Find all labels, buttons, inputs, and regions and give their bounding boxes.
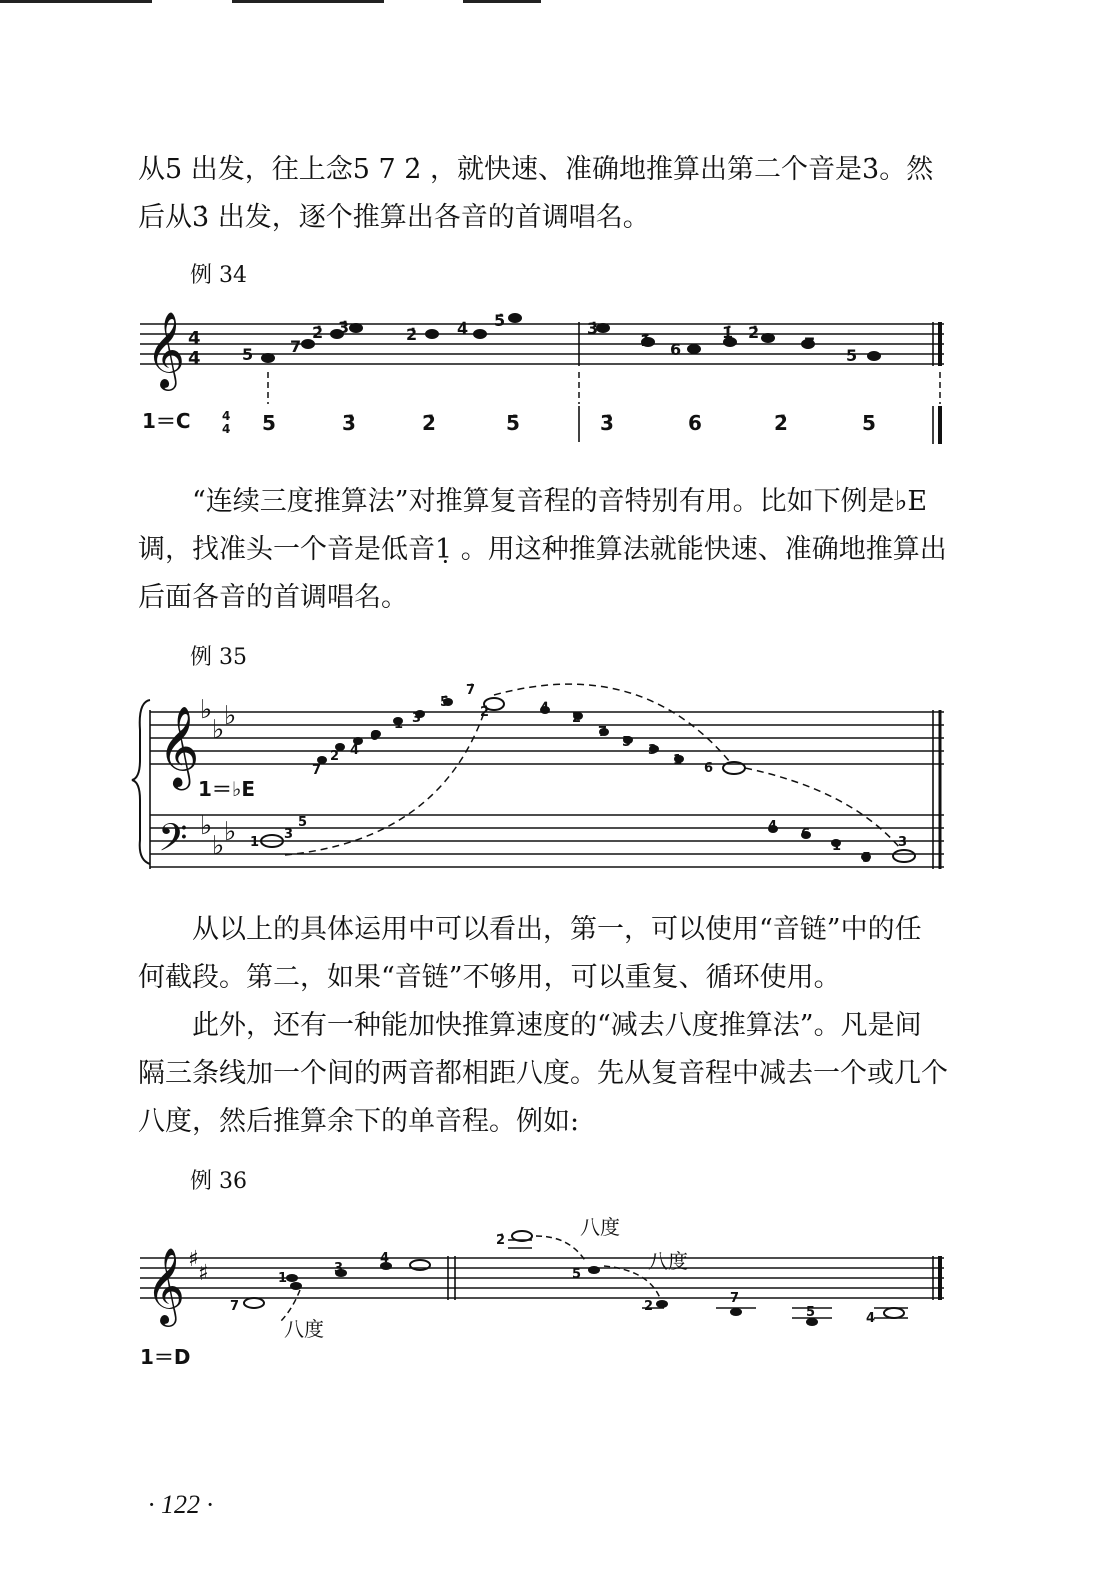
sharp-icon: ♯	[198, 1261, 209, 1286]
ex36-note-label: 5	[572, 1267, 582, 1282]
ex35-key-label: 1＝♭E	[198, 777, 256, 801]
paragraph-2: “连续三度推算法”对推算复音程的音特别有用。比如下例是♭E 调，找准头一个音是低音1̣ 。用这种推算法就能快速、准确地推算出后面各音的首调唱名。	[138, 486, 947, 613]
ex35-bass-label: 6	[801, 827, 811, 842]
sharp-icon: ♯	[188, 1247, 199, 1272]
ex35-treble-label: 6	[370, 729, 380, 744]
ex34-note-label: 2̇	[748, 323, 760, 342]
ex35-treble-label: 5	[622, 735, 632, 750]
ex34-note-label: 5	[242, 345, 254, 364]
ex35-treble-label: 3̇	[412, 711, 422, 726]
ex35-treble-label: 3	[648, 743, 658, 758]
bass-clef-icon: 𝄢	[158, 815, 188, 869]
ex35-bass-label: 3	[284, 827, 294, 842]
ex36-note-label: 4	[866, 1311, 876, 1326]
ex36-note-label: 3	[334, 1261, 344, 1276]
ex35-treble-label: 5̇	[440, 695, 450, 710]
ex34-number: 3̇	[600, 411, 614, 435]
ex36-note-label: 7	[230, 1299, 240, 1314]
ex34-key-label: 1＝C	[142, 409, 191, 433]
ex34-number: 5	[862, 411, 876, 435]
ex34-note-label: 5	[846, 346, 858, 365]
ex36-note-label: 1	[278, 1271, 288, 1286]
flat-icon: ♭	[224, 701, 237, 731]
ex35-bass-label: 1	[832, 839, 842, 854]
flat-icon: ♭	[224, 817, 237, 847]
ex34-number: 2̇	[774, 411, 788, 435]
ex35-treble-label: 2̇	[572, 711, 582, 726]
ex35-treble-label: 7̇	[466, 683, 476, 698]
ex34-number: 6	[688, 411, 702, 435]
ex36-note-label: 2	[644, 1299, 654, 1314]
octave-label: 八度	[648, 1249, 688, 1273]
octave-label: 八度	[284, 1317, 324, 1341]
paragraph-4: 此外，还有一种能加快推算速度的“减去八度推算法”。凡是间隔三条线加一个间的两音都相距八度。先从复音程中减去一个或几个八度，然后推算余下的单音程。例如:	[138, 1010, 948, 1137]
ex35-bass-label: 5	[298, 815, 308, 830]
ex35-treble-label: 7	[598, 725, 608, 740]
ex34-note-label: 5̇	[494, 311, 506, 330]
ex34-time-inline-bottom: 4	[222, 422, 231, 436]
ex34-note-label: 7	[804, 334, 816, 353]
ex34-number: 2̇	[422, 411, 436, 435]
example-36-label: 例 36	[190, 1169, 247, 1194]
ex36-note-label: 4	[380, 1251, 390, 1266]
ex35-treble-label: 7	[312, 763, 322, 778]
ex35-treble-label: 1	[673, 753, 683, 768]
ex34-note-label: 1̇	[640, 331, 652, 350]
ex35-treble-label: 4	[350, 743, 360, 758]
ex35-treble-label: 1̇	[394, 717, 404, 732]
ex36-note-label: 5	[806, 1305, 816, 1320]
ex35-treble-label: 4̇	[540, 701, 550, 716]
ex34-note-label: 2̇	[406, 325, 418, 344]
page-number: · 122 ·	[148, 1490, 213, 1519]
ex34-note-label: 3̇	[338, 318, 350, 337]
ex34-number: 5	[262, 411, 276, 435]
ex36-key-label: 1＝D	[140, 1345, 191, 1369]
ex34-number: 5̇	[506, 411, 520, 435]
ex34-note-label: 6	[670, 340, 682, 359]
treble-clef-icon: 𝄞	[158, 705, 200, 787]
flat-icon: ♭	[212, 831, 225, 861]
flat-icon: ♭	[200, 811, 213, 841]
ex34-note-label: 4̇	[457, 319, 469, 338]
flat-icon: ♭	[212, 715, 225, 745]
ex34-note-label: 1̇	[722, 323, 734, 342]
paragraph-3: 从以上的具体运用中可以看出，第一，可以使用“音链”中的任何截段。第二，如果“音链”不够用，可以重复、循环使用。	[138, 914, 922, 993]
octave-label: 八度	[580, 1215, 620, 1239]
example-34-label: 例 34	[190, 263, 247, 288]
ex36-note-label: 7	[730, 1291, 740, 1306]
ex34-note-label: 2̇	[312, 323, 324, 342]
ex35-treble-label: 6	[704, 761, 714, 776]
ex35-bass-label: 5	[862, 851, 872, 866]
paragraph-1: 从5 出发，往上念5 7 2̇ ，就快速、准确地推算出第二个音是3̇。然后从3̇ 出发，逐个推算出各音的首调唱名。	[138, 154, 934, 233]
flat-icon: ♭	[200, 695, 213, 725]
ex35-bass-label: 4	[768, 819, 778, 834]
ex35-treble-label: 2	[330, 749, 340, 764]
ex36-note-label: 2̇	[496, 1233, 506, 1248]
ex34-note-label: 3̇	[587, 319, 599, 338]
ex35-treble-label: 2̇	[480, 705, 490, 720]
example-35-label: 例 35	[190, 645, 247, 670]
ex34-time-bottom: 4	[188, 348, 201, 369]
ex35-bass-label: 3	[898, 835, 908, 850]
ex35-bass-label: 1	[250, 835, 260, 850]
ex34-time-top: 4	[188, 328, 201, 349]
treble-clef-icon: 𝄞	[146, 311, 186, 388]
ex34-number: 3̇	[342, 411, 356, 435]
ex34-note-label: 7	[290, 337, 302, 356]
treble-clef-icon: 𝄞	[146, 1247, 186, 1324]
ex34-time-inline-top: 4	[222, 409, 231, 423]
